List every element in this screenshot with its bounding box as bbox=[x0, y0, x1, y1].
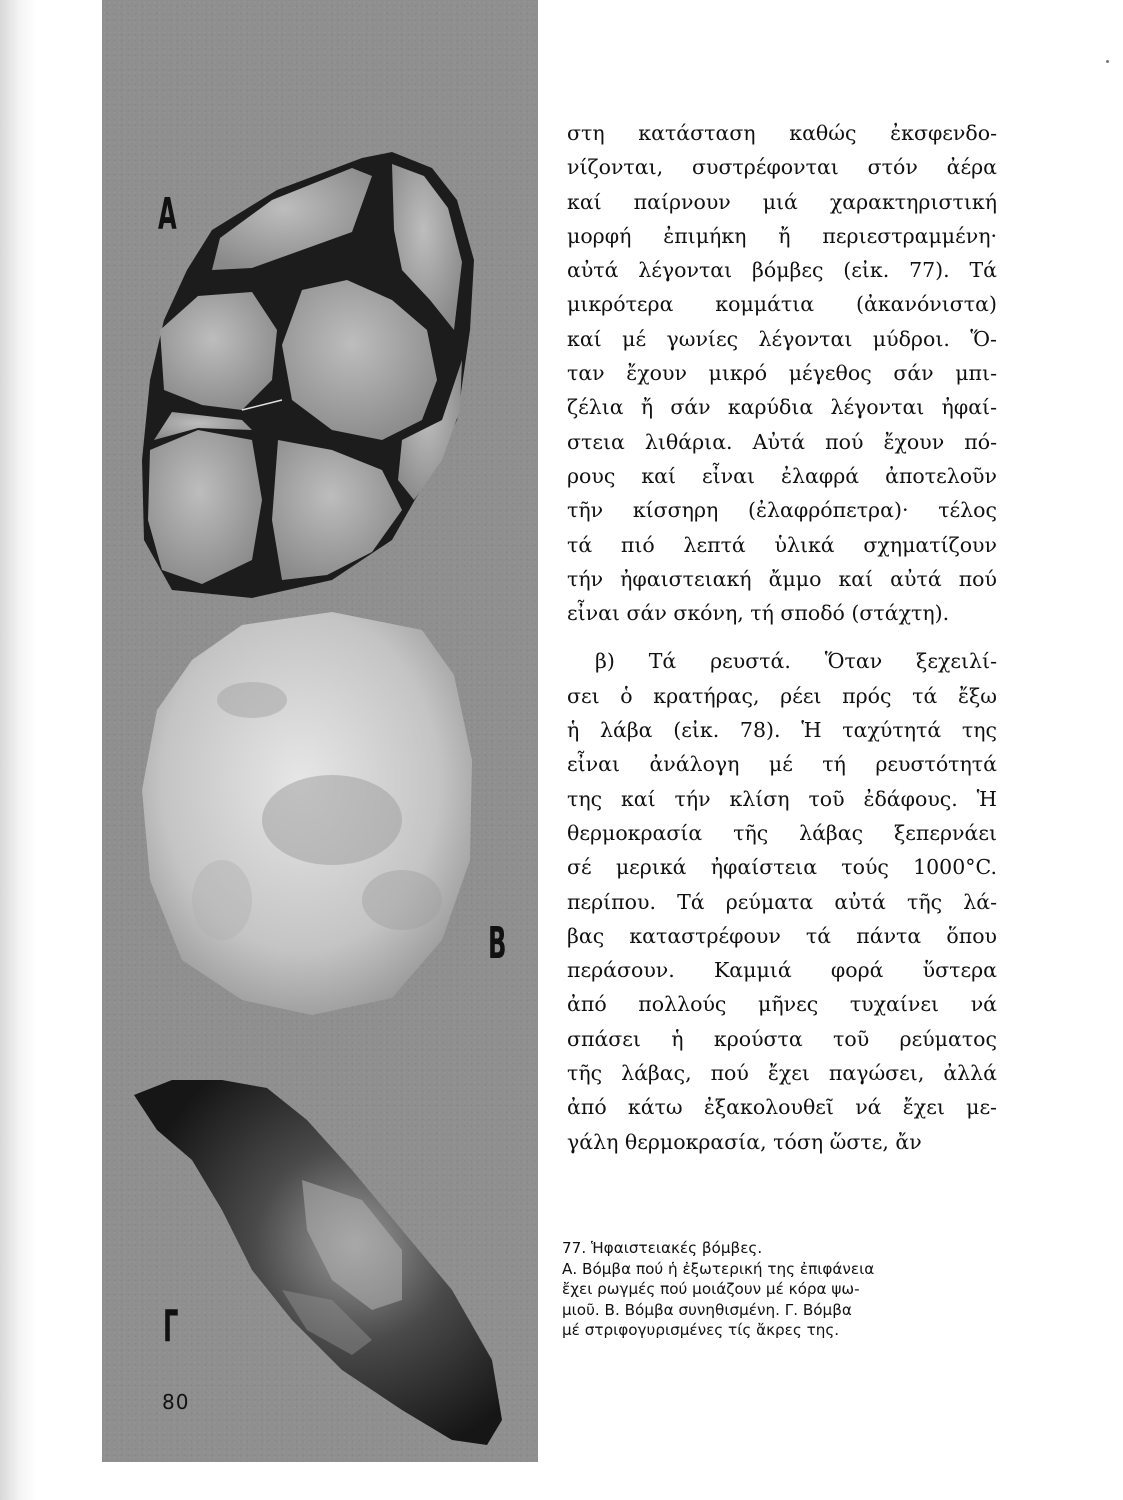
body-text bbox=[567, 116, 997, 1159]
text-line: ἀπό κάτω ἐξακολουθεῖ νά ἔχει με- bbox=[567, 1095, 997, 1120]
caption-line: Α. Βόμβα πού ἡ ἐξωτερική της ἐπιφάνεια bbox=[562, 1259, 875, 1278]
text-line: ρους καί εἶναι ἐλαφρά ἀποτελοῦν bbox=[567, 463, 997, 488]
text-line: περίπου. Τά ρεύματα αὐτά τῆς λά- bbox=[567, 889, 997, 914]
speck-mark bbox=[1106, 60, 1109, 63]
text-line: σει ὁ κρατήρας, ρέει πρός τά ἔξω bbox=[567, 683, 997, 708]
text-line: τῆν κίσσηρη (ἐλαφρόπετρα)· τέλος bbox=[567, 498, 997, 523]
text-line: νίζονται, συστρέφονται στόν ἀέρα bbox=[567, 155, 997, 180]
figure-caption bbox=[562, 1238, 992, 1341]
text-line: βας καταστρέφουν τά πάντα ὅπου bbox=[567, 923, 997, 948]
text-line: γάλη θερμοκρασία, τόση ὥστε, ἄν bbox=[567, 1129, 922, 1154]
page-edge-shadow bbox=[0, 0, 36, 1500]
text-line: ταν ἔχουν μικρό μέγεθος σάν μπι- bbox=[567, 361, 997, 386]
figure-label-g: Γ bbox=[163, 1301, 179, 1352]
paragraph-gap bbox=[567, 630, 997, 644]
figure-label-a: Α bbox=[158, 189, 177, 240]
paragraph-1 bbox=[567, 116, 997, 630]
text-line: μορφή ἐπιμήκη ἤ περιεστραμμένη· bbox=[567, 223, 997, 248]
text-line: εἶναι σάν σκόνη, τή σποδό (στάχτη). bbox=[567, 601, 950, 626]
bomb-a bbox=[142, 152, 474, 598]
page-number: 80 bbox=[162, 1390, 190, 1414]
caption-line: μέ στριφογυρισμένες τίς ἄκρες της. bbox=[562, 1321, 840, 1339]
text-line: τῆς λάβας, πού ἔχει παγώσει, ἀλλά bbox=[567, 1061, 997, 1086]
text-line: θερμοκρασία τῆς λάβας ξεπερνάει bbox=[567, 820, 997, 845]
text-line: τήν ἠφαιστειακή ἄμμο καί αὐτά πού bbox=[567, 566, 997, 591]
text-line: καί μέ γωνίες λέγονται μύδροι. Ὅ- bbox=[567, 326, 997, 351]
text-line: τά πιό λεπτά ὑλικά σχηματίζουν bbox=[567, 532, 997, 557]
text-line: ἡ λάβα (εἰκ. 78). Ἡ ταχύτητά της bbox=[567, 718, 997, 743]
text-line: καί παίρνουν μιά χαρακτηριστική bbox=[567, 189, 997, 214]
text-line: σέ μερικά ἠφαίστεια τούς 1000°C. bbox=[567, 855, 997, 880]
caption-line: 77. Ἡφαιστειακές βόμβες. bbox=[562, 1239, 763, 1257]
text-line: ζέλια ἤ σάν καρύδια λέγονται ἠφαί- bbox=[567, 395, 997, 420]
text-line: εἶναι ἀνάλογη μέ τή ρευστότητά bbox=[567, 752, 997, 777]
text-line: στεια λιθάρια. Αὐτά πού ἔχουν πό- bbox=[567, 429, 997, 454]
caption-line: μιοῦ. Β. Βόμβα συνηθισμένη. Γ. Βόμβα bbox=[562, 1300, 852, 1319]
paragraph-2 bbox=[567, 644, 997, 1158]
text-line: περάσουν. Καμμιά φορά ὕστερα bbox=[567, 958, 997, 983]
figure-label-b: Β bbox=[488, 918, 507, 969]
text-line: μικρότερα κομμάτια (ἀκανόνιστα) bbox=[567, 292, 997, 317]
text-line: αὐτά λέγονται βόμβες (εἰκ. 77). Τά bbox=[567, 258, 997, 283]
text-line: ἀπό πολλούς μῆνες τυχαίνει νά bbox=[567, 992, 997, 1017]
bomb-b bbox=[142, 612, 472, 1015]
caption-line: ἔχει ρωγμές πού μοιάζουν μέ κόρα ψω- bbox=[562, 1280, 860, 1298]
text-line: της καί τήν κλίση τοῦ ἐδάφους. Ἡ bbox=[567, 786, 997, 811]
text-line: στη κατάσταση καθώς ἐκσφενδο- bbox=[567, 121, 997, 145]
text-line: β) Τά ρευστά. Ὅταν ξεχειλί- bbox=[595, 649, 997, 674]
text-line: σπάσει ἡ κρούστα τοῦ ρεύματος bbox=[567, 1026, 997, 1051]
